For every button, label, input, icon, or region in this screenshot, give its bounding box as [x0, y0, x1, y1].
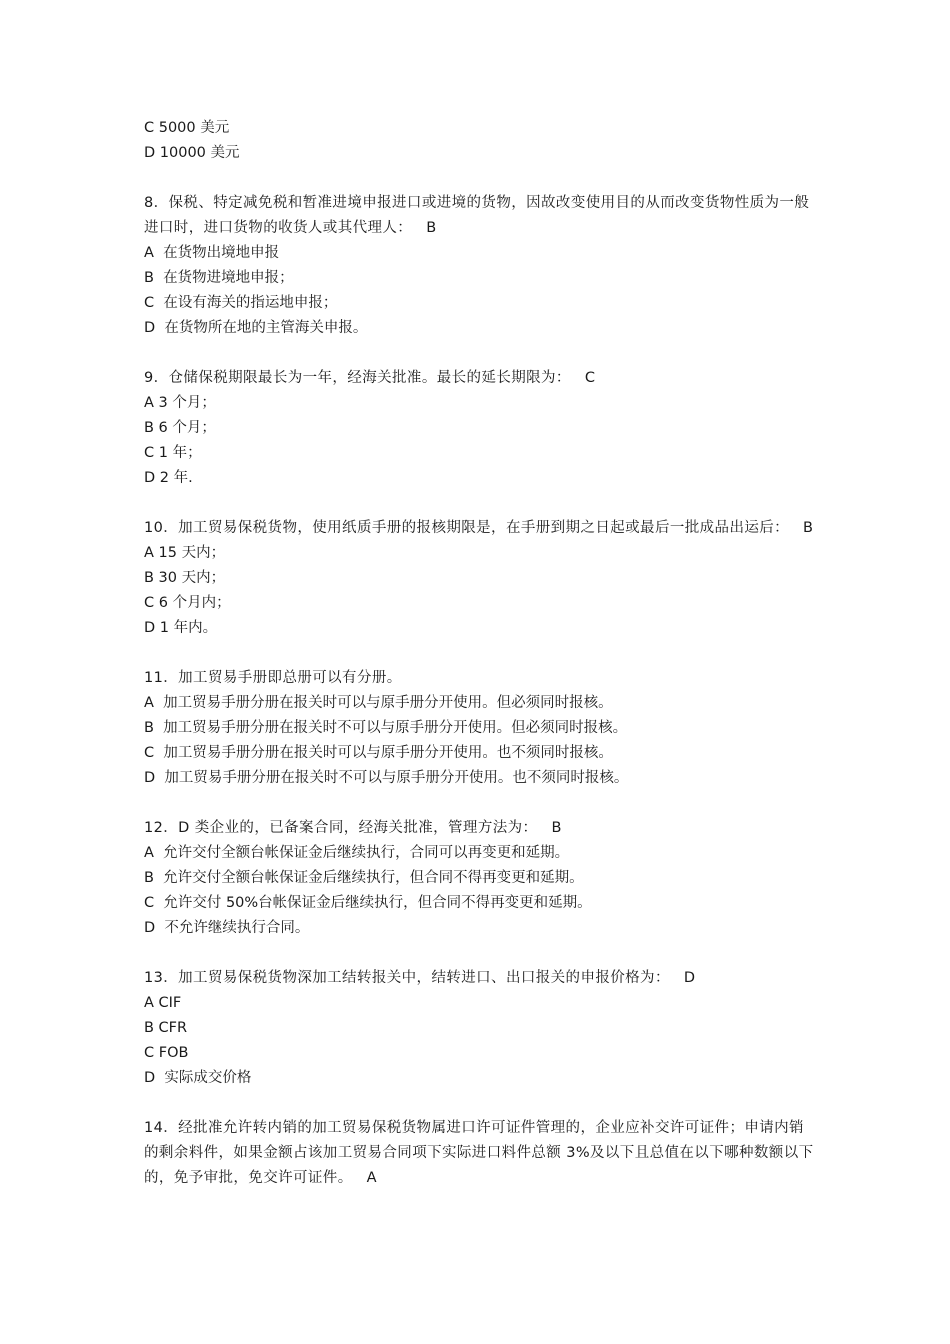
lead-options	[144, 116, 814, 166]
question-10	[144, 516, 814, 641]
question-title	[144, 966, 814, 991]
document-body	[144, 116, 814, 1191]
question-text: 9．仓储保税期限最长为一年，经海关批准。最长的延长期限为：	[144, 370, 571, 386]
option-line: A CIF	[144, 995, 182, 1011]
question-9	[144, 366, 814, 491]
question-text: 11．加工贸易手册即总册可以有分册。	[144, 670, 402, 686]
option-line: B 在货物进境地申报；	[144, 270, 294, 286]
question-text: 10．加工贸易保税货物，使用纸质手册的报核期限是，在手册到期之日起或最后一批成品出运后：	[144, 520, 790, 536]
option-line: C 加工贸易手册分册在报关时可以与原手册分开使用。也不须同时报核。	[144, 745, 613, 761]
option-line: D 1 年内。	[144, 620, 218, 636]
option-line: C 1 年；	[144, 445, 202, 461]
question-title	[144, 816, 814, 841]
option-line: A 允许交付全额台帐保证金后继续执行，合同可以再变更和延期。	[144, 845, 570, 861]
option-line: B 6 个月；	[144, 420, 216, 436]
question-text: 14．经批准允许转内销的加工贸易保税货物属进口许可证件管理的，企业应补交许可证件；申请内销的剩余料件，如果金额占该加工贸易合同项下实际进口料件总额 3%及以下且总值在以下哪种数额以下的，免予审批，免交许可证件。	[144, 1120, 814, 1186]
option-line: D 不允许继续执行合同。	[144, 920, 310, 936]
question-title	[144, 516, 814, 541]
option-line: A 15 天内；	[144, 545, 226, 561]
option-line: A 3 个月；	[144, 395, 216, 411]
option-line: D 在货物所在地的主管海关申报。	[144, 320, 368, 336]
option-line: D 加工贸易手册分册在报关时不可以与原手册分开使用。也不须同时报核。	[144, 770, 629, 786]
answer-key: B	[426, 220, 437, 236]
answer-key: A	[366, 1170, 377, 1186]
question-text: 13．加工贸易保税货物深加工结转报关中，结转进口、出口报关的申报价格为：	[144, 970, 670, 986]
question-title	[144, 191, 814, 241]
question-12	[144, 816, 814, 941]
option-line: C FOB	[144, 1045, 189, 1061]
option-line: A 加工贸易手册分册在报关时可以与原手册分开使用。但必须同时报核。	[144, 695, 613, 711]
option-line: D 10000 美元	[144, 145, 240, 161]
option-line: B 加工贸易手册分册在报关时不可以与原手册分开使用。但必须同时报核。	[144, 720, 628, 736]
answer-key: D	[683, 970, 696, 986]
option-line: A 在货物出境地申报	[144, 245, 280, 261]
question-8	[144, 191, 814, 341]
option-line: B 30 天内；	[144, 570, 226, 586]
option-line: C 6 个月内；	[144, 595, 231, 611]
option-line: D 2 年.	[144, 470, 193, 486]
question-13	[144, 966, 814, 1091]
question-title	[144, 1116, 814, 1191]
question-11	[144, 666, 814, 791]
option-line: B 允许交付全额台帐保证金后继续执行，但合同不得再变更和延期。	[144, 870, 584, 886]
question-title	[144, 366, 814, 391]
option-line: C 在设有海关的指运地申报；	[144, 295, 338, 311]
option-line: C 允许交付 50%台帐保证金后继续执行，但合同不得再变更和延期。	[144, 895, 592, 911]
option-line: C 5000 美元	[144, 120, 230, 136]
answer-key: B	[551, 820, 562, 836]
answer-key: C	[584, 370, 596, 386]
option-line: B CFR	[144, 1020, 188, 1036]
question-text: 12．D 类企业的，已备案合同，经海关批准，管理方法为：	[144, 820, 538, 836]
question-14	[144, 1116, 814, 1191]
answer-key: B	[803, 520, 814, 536]
question-text: 8．保税、特定减免税和暂准进境申报进口或进境的货物，因故改变使用目的从而改变货物性质为一般进口时，进口货物的收货人或其代理人：	[144, 195, 810, 236]
question-title	[144, 666, 814, 691]
option-line: D 实际成交价格	[144, 1070, 252, 1086]
